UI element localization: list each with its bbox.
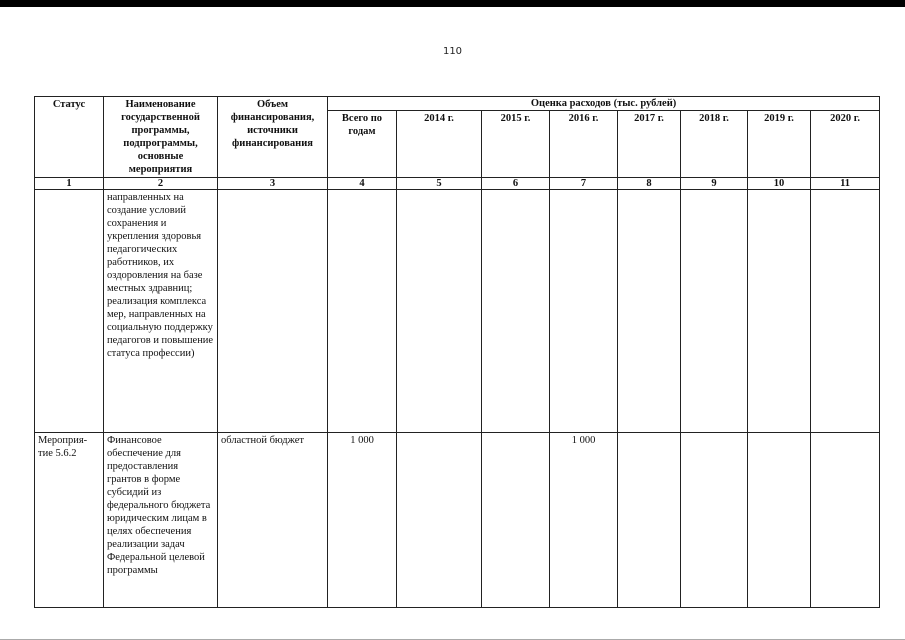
header-year: 2019 г. — [748, 111, 811, 178]
column-number: 10 — [748, 178, 811, 190]
cell-year-value — [482, 190, 550, 433]
column-number: 1 — [35, 178, 104, 190]
cell-total — [328, 190, 397, 433]
cell-volume: областной бюджет — [218, 433, 328, 608]
column-number: 7 — [550, 178, 618, 190]
cell-year-value — [550, 190, 618, 433]
header-year: 2018 г. — [681, 111, 748, 178]
column-number: 11 — [811, 178, 880, 190]
cell-name: направленных на создание условий сохранения и укрепления здоровья педагогических работников, их оздоровления на базе местных здравниц; реализация комплекса мер, направленных на социальную поддержку педагогов и повышение статуса профессии) — [104, 190, 218, 433]
header-total: Всего по годам — [328, 111, 397, 178]
header-name: Наименование государственной программы, подпрограммы, основные мероприятия — [104, 97, 218, 178]
column-number: 9 — [681, 178, 748, 190]
column-number: 3 — [218, 178, 328, 190]
page-number: 110 — [442, 46, 463, 57]
column-number: 8 — [618, 178, 681, 190]
cell-name: Финансовое обеспечение для предоставления грантов в форме субсидий из федерального бюджета юридическим лицам в целях обеспечения реализации задач Федеральной целевой программы — [104, 433, 218, 608]
cell-year-value — [748, 433, 811, 608]
header-year: 2017 г. — [618, 111, 681, 178]
column-number: 6 — [482, 178, 550, 190]
header-year: 2016 г. — [550, 111, 618, 178]
cell-year-value — [811, 190, 880, 433]
header-volume: Объем финансирования, источники финансирования — [218, 97, 328, 178]
header-year: 2014 г. — [397, 111, 482, 178]
top-scan-border — [0, 0, 905, 7]
cell-year-value — [482, 433, 550, 608]
header-estimate: Оценка расходов (тыс. рублей) — [328, 97, 880, 111]
header-year: 2020 г. — [811, 111, 880, 178]
cell-year-value — [681, 433, 748, 608]
column-numbers-row — [35, 178, 880, 190]
column-number: 2 — [104, 178, 218, 190]
table-row — [35, 190, 880, 433]
column-number: 5 — [397, 178, 482, 190]
header-status: Статус — [35, 97, 104, 178]
table-row — [35, 433, 880, 608]
cell-year-value — [618, 433, 681, 608]
cell-year-value — [618, 190, 681, 433]
cell-year-value — [681, 190, 748, 433]
cell-status — [35, 190, 104, 433]
cell-year-value — [397, 190, 482, 433]
cell-total: 1 000 — [328, 433, 397, 608]
header-year: 2015 г. — [482, 111, 550, 178]
cell-volume — [218, 190, 328, 433]
cell-year-value: 1 000 — [550, 433, 618, 608]
cell-year-value — [748, 190, 811, 433]
cell-year-value — [811, 433, 880, 608]
column-number: 4 — [328, 178, 397, 190]
cell-status: Мероприя-тие 5.6.2 — [35, 433, 104, 608]
cell-year-value — [397, 433, 482, 608]
expenses-table — [34, 96, 880, 608]
